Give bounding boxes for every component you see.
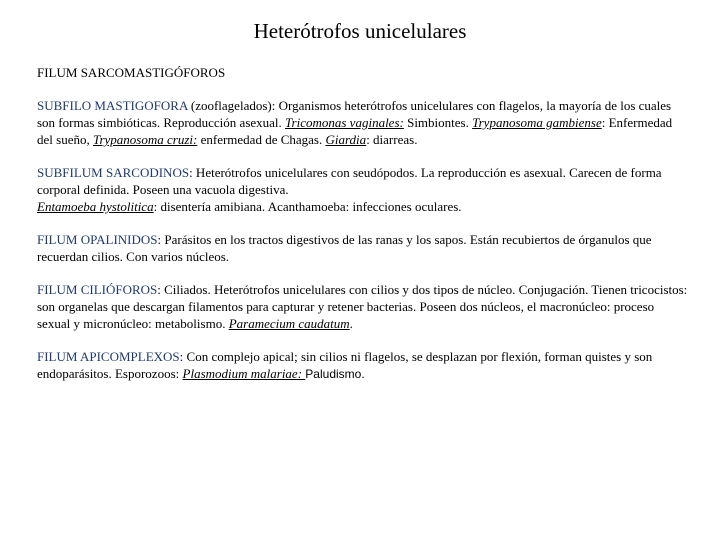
paragraph-sarcodinos bbox=[37, 164, 689, 215]
text: : Ciliados. Heterótrofos unicelulares con cilios y dos tipos de núcleo. Conjugación. Tienen tricocistos: son organelas que descargan filamentos para capturar y retener bacterias. Poseen dos núcleos, el macronúcleo: proceso sexual y micronúcleo: metabolismo. bbox=[37, 282, 688, 331]
species-name: Paramecium caudatum bbox=[228, 316, 350, 331]
spacer bbox=[37, 332, 689, 348]
paragraph-cilioforos bbox=[37, 281, 689, 332]
text: . bbox=[349, 316, 353, 331]
paragraph-opalinidos bbox=[37, 231, 689, 265]
section-name-apicomplexos: FILUM APICOMPLEXOS bbox=[37, 349, 180, 364]
text: : disentería amibiana. Acanthamoeba: infecciones oculares. bbox=[153, 199, 462, 214]
species-name: Tricomonas vaginales: bbox=[285, 115, 404, 130]
spacer bbox=[37, 148, 689, 164]
text: enfermedad de Chagas. bbox=[197, 132, 326, 147]
species-name: Trypanosoma cruzi: bbox=[92, 132, 198, 147]
spacer bbox=[37, 215, 689, 231]
text: : diarreas. bbox=[366, 132, 418, 147]
paragraph-mastigofora bbox=[37, 97, 689, 148]
section-name-sarcodinos: SUBFILUM SARCODINOS bbox=[37, 165, 190, 180]
spacer bbox=[37, 81, 689, 97]
body-text bbox=[37, 64, 689, 383]
text: : Parásitos en los tractos digestivos de las ranas y los sapos. Están recubiertos de órganulos que recuerdan cilios. Con varios núcleos. bbox=[37, 232, 652, 264]
text: (zooflagelados): Organismos heterótrofos unicelulares con flagelos, la mayoría de los cuales son formas simbióticas. Reproducción asexual. bbox=[37, 98, 672, 130]
species-name: Giardia bbox=[325, 132, 367, 147]
section-name-opalinidos: FILUM OPALINIDOS bbox=[37, 232, 158, 247]
page-title: Heterótrofos unicelulares bbox=[253, 19, 467, 43]
species-name: Plasmodium malariae: bbox=[182, 366, 306, 381]
species-name: Trypanosoma gambiense bbox=[472, 115, 602, 130]
text: : Con complejo apical; sin cilios ni flagelos, se desplazan por flexión, forman quistes y son endoparásitos. Esporozoos: bbox=[37, 349, 653, 381]
text: Paludismo. bbox=[305, 367, 365, 381]
section-name-mastigofora: SUBFILO MASTIGOFORA bbox=[37, 98, 188, 113]
text: : Enfermedad del sueño, bbox=[37, 115, 673, 147]
text: : Heterótrofos unicelulares con seudópodos. La reproducción es asexual. Carecen de forma corporal definida. Poseen una vacuola digestiva. bbox=[37, 165, 662, 197]
section-name-cilioforos: FILUM CILIÓFOROS bbox=[37, 282, 158, 297]
species-name: Entamoeba hystolitica bbox=[37, 199, 154, 214]
heading-filum-sarcomastigoforos: FILUM SARCOMASTIGÓFOROS bbox=[37, 65, 226, 80]
paragraph-apicomplexos bbox=[37, 348, 689, 383]
spacer bbox=[37, 265, 689, 281]
text: Simbiontes. bbox=[403, 115, 473, 130]
